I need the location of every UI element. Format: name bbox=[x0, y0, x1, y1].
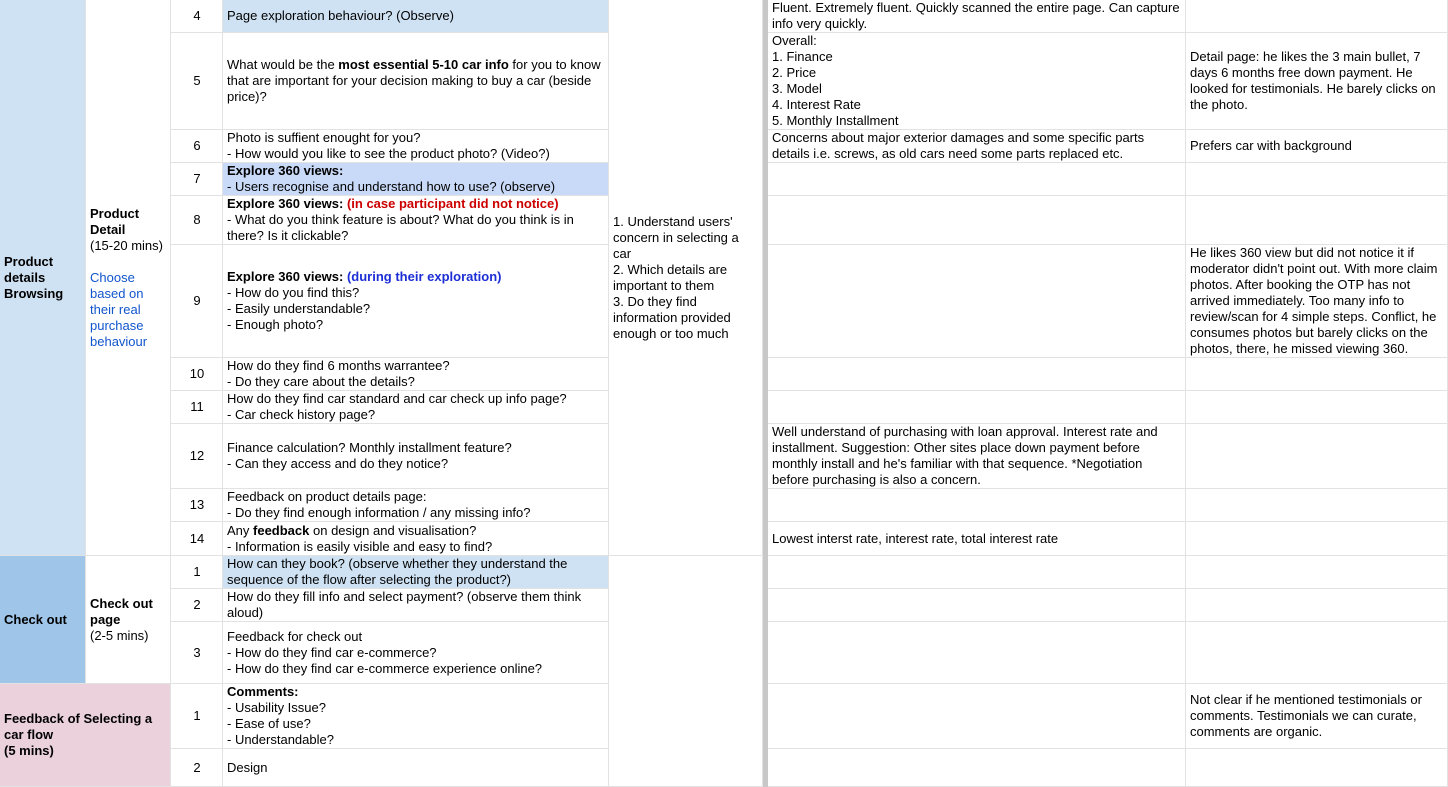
question-text-bold: Comments: bbox=[227, 684, 299, 699]
note-cell[interactable] bbox=[1186, 245, 1448, 358]
question-text bbox=[227, 391, 567, 423]
question-text-plain: Feedback on product details page: - Do they find enough information / any missing info? bbox=[227, 489, 531, 520]
question-text bbox=[227, 589, 605, 621]
question-text-bold: most essential 5-10 car info bbox=[338, 57, 509, 72]
note-cell[interactable] bbox=[1186, 358, 1448, 391]
checkout-page-title: Check out page bbox=[90, 595, 153, 627]
question-text-bold: Explore 360 views: bbox=[227, 269, 347, 284]
question-cell[interactable] bbox=[223, 749, 609, 787]
subsection-checkout-page[interactable] bbox=[86, 556, 171, 684]
row-number-text: 12 bbox=[189, 448, 205, 463]
question-cell[interactable] bbox=[223, 522, 609, 556]
observation-cell[interactable] bbox=[768, 391, 1186, 424]
observation-text: Overall: 1. Finance 2. Price 3. Model 4. Interest Rate 5. Monthly Installment bbox=[772, 33, 899, 128]
question-text-plain: Finance calculation? Monthly installment feature? - Can they access and do they notice? bbox=[227, 440, 512, 471]
note-cell[interactable] bbox=[1186, 589, 1448, 622]
row-number[interactable] bbox=[171, 130, 223, 163]
row-number-text: 14 bbox=[189, 530, 205, 546]
row-number-text: 13 bbox=[189, 497, 205, 512]
question-text-blue: (during their exploration) bbox=[346, 269, 502, 284]
row-number[interactable] bbox=[171, 358, 223, 391]
subsection-product-detail[interactable] bbox=[86, 0, 171, 556]
note-cell[interactable] bbox=[1186, 130, 1448, 163]
question-text bbox=[227, 523, 492, 555]
observation-cell[interactable] bbox=[768, 522, 1186, 556]
question-text-plain: Design bbox=[227, 759, 268, 775]
question-text-post: for you to know that are important for your decision making to buy a car (beside price)? bbox=[227, 57, 601, 104]
note-text: Not clear if he mentioned testimonials or comments. Testimonials we can curate, comments are organic. bbox=[1190, 692, 1422, 739]
question-cell[interactable] bbox=[223, 0, 609, 33]
observation-cell[interactable] bbox=[768, 0, 1186, 33]
note-cell[interactable] bbox=[1186, 749, 1448, 787]
row-number[interactable] bbox=[171, 622, 223, 684]
question-text-post: - Usability Issue? - Ease of use? - Understandable? bbox=[227, 700, 334, 747]
question-text bbox=[227, 440, 512, 472]
question-text-plain: Page exploration behaviour? (Observe) bbox=[227, 8, 454, 23]
objectives-cell[interactable]: 1. Understand users' concern in selecting a car 2. Which details are important to them 3. Do they find information provided enough or too much bbox=[609, 0, 763, 556]
row-number[interactable] bbox=[171, 424, 223, 489]
question-text-plain: How do they find car standard and car check up info page? - Car check history page? bbox=[227, 391, 567, 422]
row-number-text: 1 bbox=[193, 708, 201, 723]
note-cell[interactable] bbox=[1186, 522, 1448, 556]
observation-cell[interactable] bbox=[768, 622, 1186, 684]
note-text: Prefers car with background bbox=[1190, 138, 1352, 153]
question-cell[interactable] bbox=[223, 424, 609, 489]
row-number-text: 9 bbox=[193, 293, 201, 308]
question-text bbox=[227, 8, 454, 24]
row-number[interactable] bbox=[171, 163, 223, 196]
question-text bbox=[227, 163, 555, 195]
row-number-text: 11 bbox=[190, 399, 204, 414]
question-cell[interactable] bbox=[223, 33, 609, 130]
observation-cell[interactable] bbox=[768, 749, 1186, 787]
question-cell[interactable] bbox=[223, 556, 609, 589]
question-text-plain: Any bbox=[227, 522, 254, 538]
question-text bbox=[227, 556, 605, 588]
product-detail-note: Choose based on their real purchase behaviour bbox=[90, 269, 148, 349]
row-number[interactable] bbox=[171, 522, 223, 556]
row-number-text: 8 bbox=[193, 212, 201, 227]
observation-cell[interactable] bbox=[768, 489, 1186, 522]
question-text-post: - Users recognise and understand how to use? (observe) bbox=[227, 179, 556, 194]
row-number-text: 6 bbox=[193, 138, 201, 153]
row-number[interactable] bbox=[171, 33, 223, 130]
question-text bbox=[227, 57, 605, 105]
row-number-text: 2 bbox=[193, 759, 201, 775]
note-cell[interactable] bbox=[1186, 196, 1448, 245]
question-cell[interactable] bbox=[223, 358, 609, 391]
observation-text: Well understand of purchasing with loan approval. Interest rate and installment. Suggestion: Other sites place down payment before monthly install and he's familiar with that sequence. *Negotiation before purchasing is also a concern. bbox=[772, 424, 1158, 487]
question-cell[interactable] bbox=[223, 684, 609, 749]
row-number-text: 1 bbox=[193, 564, 201, 579]
row-number-text: 10 bbox=[189, 366, 205, 381]
row-number-text: 7 bbox=[193, 171, 201, 186]
question-text-plain: How can they book? (observe whether they understand the sequence of the flow after selecting the product?) bbox=[227, 556, 568, 587]
row-number[interactable] bbox=[171, 196, 223, 245]
question-text bbox=[227, 269, 502, 333]
note-text: He likes 360 view but did not notice it if moderator didn't point out. With more claim photos. After booking the OTP has not arrived immediately. Too many info to review/scan for 4 simple steps. Conflict, he consumes photos but barely clicks on the photos, there, he missed viewing 360. bbox=[1190, 245, 1438, 356]
note-cell[interactable] bbox=[1186, 684, 1448, 749]
row-number[interactable] bbox=[171, 245, 223, 358]
question-cell[interactable] bbox=[223, 391, 609, 424]
question-text-red: (in case participant did not notice) bbox=[346, 196, 559, 211]
note-cell[interactable] bbox=[1186, 489, 1448, 522]
question-text-plain: Photo is suffient enought for you? - How would you like to see the product photo? (Video?) bbox=[227, 130, 550, 161]
observation-cell[interactable] bbox=[768, 358, 1186, 391]
question-text-post: - What do you think feature is about? What do you think is in there? Is it clickable? bbox=[227, 212, 574, 243]
question-text-post: - How do you find this? - Easily understandable? - Enough photo? bbox=[227, 285, 371, 332]
question-text-plain: How do they find 6 months warrantee? - Do they care about the details? bbox=[227, 358, 450, 389]
row-number[interactable] bbox=[171, 749, 223, 787]
question-text bbox=[227, 489, 531, 521]
question-text-plain: How do they fill info and select payment? (observe them think aloud) bbox=[227, 589, 582, 620]
observation-cell[interactable] bbox=[768, 245, 1186, 358]
section-product-details[interactable]: Product details Browsing bbox=[0, 0, 86, 556]
question-text-plain: Feedback for check out - How do they find car e-commerce? - How do they find car e-commerce experience online? bbox=[227, 628, 543, 676]
row-number-text: 2 bbox=[193, 597, 201, 612]
question-cell[interactable] bbox=[223, 489, 609, 522]
observation-cell[interactable] bbox=[768, 684, 1186, 749]
note-cell[interactable] bbox=[1186, 556, 1448, 589]
note-cell[interactable] bbox=[1186, 391, 1448, 424]
observation-cell[interactable] bbox=[768, 556, 1186, 589]
observation-text: Concerns about major exterior damages and some specific parts details i.e. screws, as old cars need some parts replaced etc. bbox=[772, 130, 1145, 161]
observation-cell[interactable] bbox=[768, 130, 1186, 163]
question-text-post: on design and visualisation? - Information is easily visible and easy to find? bbox=[227, 522, 493, 554]
question-text-plain: What would be the bbox=[227, 57, 339, 72]
question-text bbox=[227, 684, 334, 748]
observation-cell[interactable] bbox=[768, 424, 1186, 489]
question-text-bold: Explore 360 views: bbox=[227, 163, 344, 178]
note-cell[interactable] bbox=[1186, 163, 1448, 196]
product-detail-time: (15-20 mins) bbox=[90, 237, 163, 253]
row-number[interactable] bbox=[171, 556, 223, 589]
row-number-text: 4 bbox=[193, 8, 201, 23]
observation-text: Fluent. Extremely fluent. Quickly scanned the entire page. Can capture info very quickly. bbox=[772, 0, 1180, 31]
row-number-text: 3 bbox=[193, 644, 201, 660]
question-text bbox=[227, 358, 450, 390]
product-detail-title: Product Detail bbox=[90, 205, 140, 237]
note-text: Detail page: he likes the 3 main bullet, 7 days 6 months free down payment. He looked for testimonials. He barely clicks on the photo. bbox=[1190, 49, 1436, 112]
observation-cell[interactable] bbox=[768, 589, 1186, 622]
question-text bbox=[227, 196, 605, 244]
checkout-page-time: (2-5 mins) bbox=[90, 627, 149, 643]
question-cell[interactable] bbox=[223, 589, 609, 622]
row-number[interactable] bbox=[171, 391, 223, 424]
row-number-text: 5 bbox=[193, 73, 201, 88]
note-cell[interactable] bbox=[1186, 0, 1448, 33]
question-cell[interactable] bbox=[223, 130, 609, 163]
question-text-bold: feedback bbox=[253, 522, 310, 538]
question-cell[interactable] bbox=[223, 163, 609, 196]
question-cell[interactable] bbox=[223, 196, 609, 245]
row-number[interactable] bbox=[171, 0, 223, 33]
section-feedback[interactable]: Feedback of Selecting a car flow (5 mins) bbox=[0, 684, 171, 787]
note-cell[interactable] bbox=[1186, 622, 1448, 684]
observation-cell[interactable] bbox=[768, 33, 1186, 130]
question-text bbox=[227, 760, 267, 776]
section-checkout[interactable]: Check out bbox=[0, 556, 86, 684]
observation-cell[interactable] bbox=[768, 196, 1186, 245]
objectives-cell-empty[interactable] bbox=[609, 556, 763, 787]
note-cell[interactable] bbox=[1186, 424, 1448, 489]
observation-cell[interactable] bbox=[768, 163, 1186, 196]
question-cell[interactable] bbox=[223, 245, 609, 358]
question-cell[interactable] bbox=[223, 622, 609, 684]
question-text bbox=[227, 130, 550, 162]
row-number[interactable] bbox=[171, 589, 223, 622]
row-number[interactable] bbox=[171, 489, 223, 522]
question-text-bold: Explore 360 views: bbox=[227, 196, 347, 211]
row-number[interactable] bbox=[171, 684, 223, 749]
note-cell[interactable] bbox=[1186, 33, 1448, 130]
observation-text: Lowest interst rate, interest rate, total interest rate bbox=[772, 530, 1059, 546]
question-text bbox=[227, 629, 542, 677]
